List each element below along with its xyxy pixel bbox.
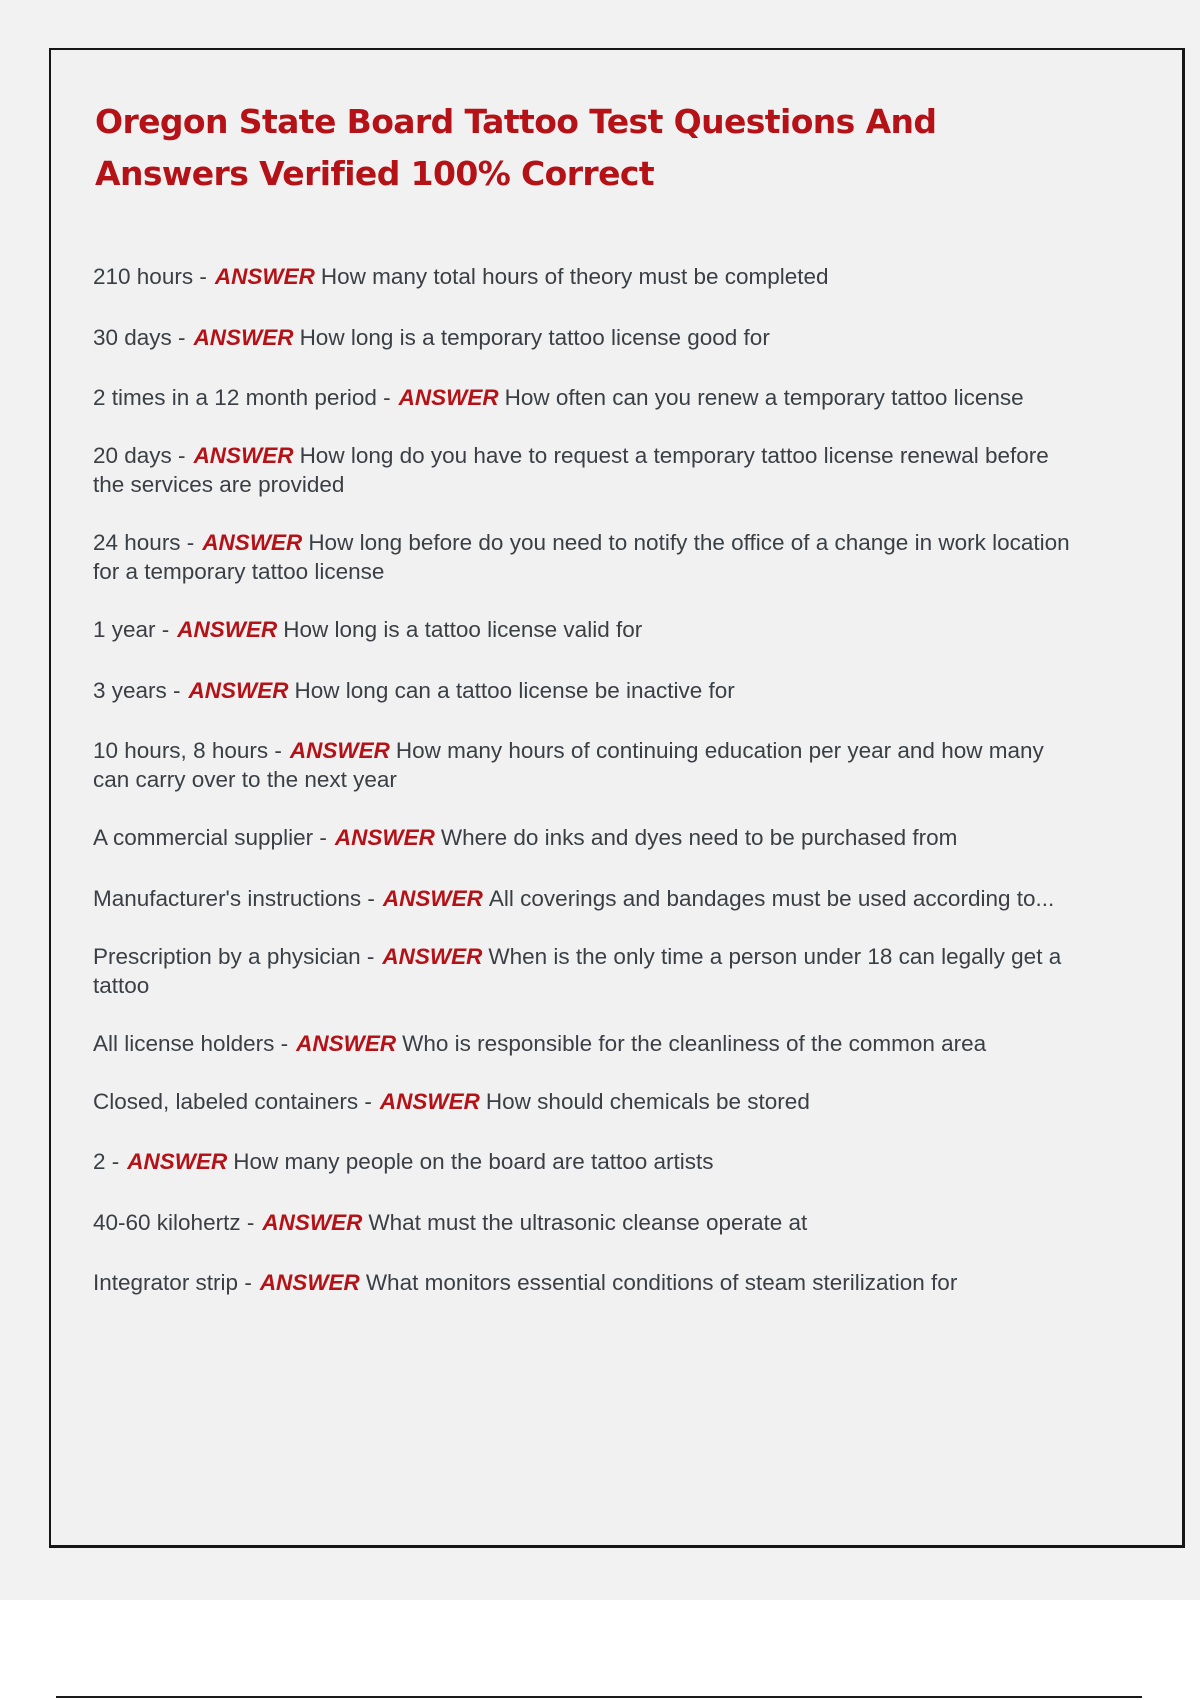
qa-answer: 20 days - <box>93 443 186 468</box>
answer-label: ANSWER <box>262 1209 363 1235</box>
qa-question: How long is a temporary tattoo license good for <box>299 324 770 350</box>
answer-label: ANSWER <box>334 825 435 850</box>
qa-question: Where do inks and dyes need to be purchased from <box>440 825 958 850</box>
qa-item <box>93 1268 1083 1297</box>
qa-item <box>93 1147 1083 1176</box>
qa-answer: 2 times in a 12 month period - <box>93 385 391 410</box>
qa-question: How often can you renew a temporary tattoo license <box>504 385 1024 410</box>
qa-question: Who is responsible for the cleanliness of the common area <box>402 1030 987 1056</box>
qa-question: How many total hours of theory must be completed <box>320 264 829 289</box>
answer-label: ANSWER <box>193 324 294 350</box>
qa-item <box>93 262 1083 291</box>
qa-question: What monitors essential conditions of steam sterilization for <box>365 1270 958 1295</box>
answer-label: ANSWER <box>127 1149 228 1174</box>
qa-question: What must the ultrasonic cleanse operate at <box>368 1209 808 1235</box>
qa-item <box>93 441 1083 499</box>
qa-answer: 1 year - <box>93 617 170 642</box>
qa-question: When is the only time a person under 18 can legally get a tattoo <box>93 943 1062 998</box>
answer-label: ANSWER <box>382 885 483 911</box>
answer-label: ANSWER <box>259 1270 360 1295</box>
qa-answer: Prescription by a physician - <box>93 943 375 969</box>
qa-question: How many people on the board are tattoo artists <box>233 1149 714 1174</box>
qa-answer: Integrator strip - <box>93 1270 252 1295</box>
document-title: Oregon State Board Tattoo Test Questions And Answers Verified 100% Correct <box>95 102 937 193</box>
qa-question: How many hours of continuing education per year and how many can carry over to the next year <box>93 738 1044 792</box>
qa-question: How long is a tattoo license valid for <box>283 617 643 642</box>
qa-item <box>93 676 1083 705</box>
qa-answer: Manufacturer's instructions - <box>93 885 375 911</box>
qa-item <box>93 1208 1083 1237</box>
answer-label: ANSWER <box>202 530 303 555</box>
qa-answer: 2 - <box>93 1149 120 1174</box>
qa-answer: All license holders - <box>93 1030 289 1056</box>
qa-answer: A commercial supplier - <box>93 825 327 850</box>
answer-label: ANSWER <box>289 738 390 763</box>
qa-question: How long before do you need to notify the office of a change in work location for a temporary tattoo license <box>93 530 1070 584</box>
answer-label: ANSWER <box>193 443 294 468</box>
qa-item <box>93 1029 1083 1058</box>
qa-answer: 24 hours - <box>93 530 195 555</box>
qa-answer: 3 years - <box>93 677 181 703</box>
qa-item <box>93 383 1083 412</box>
qa-item <box>93 528 1083 586</box>
answer-label: ANSWER <box>382 943 483 969</box>
answer-label: ANSWER <box>398 385 499 410</box>
qa-answer: Closed, labeled containers - <box>93 1088 372 1114</box>
qa-item <box>93 615 1083 644</box>
qa-item <box>93 323 1083 352</box>
qa-answer: 40-60 kilohertz - <box>93 1209 255 1235</box>
answer-label: ANSWER <box>177 617 278 642</box>
answer-label: ANSWER <box>214 264 315 289</box>
answer-label: ANSWER <box>379 1088 480 1114</box>
qa-item <box>93 823 1083 852</box>
page-divider <box>56 1696 1142 1698</box>
qa-answer: 10 hours, 8 hours - <box>93 738 282 763</box>
qa-item <box>93 884 1083 913</box>
qa-question: How long do you have to request a temporary tattoo license renewal before the services are provided <box>93 443 1049 497</box>
answer-label: ANSWER <box>188 677 289 703</box>
qa-question: All coverings and bandages must be used according to... <box>488 885 1055 911</box>
qa-item <box>93 736 1083 794</box>
answer-label: ANSWER <box>296 1030 397 1056</box>
qa-question: How should chemicals be stored <box>485 1088 810 1114</box>
qa-item <box>93 942 1083 1000</box>
next-page-area <box>0 1600 1200 1700</box>
qa-list <box>93 262 1083 1329</box>
qa-answer: 210 hours - <box>93 264 207 289</box>
qa-item <box>93 1087 1083 1116</box>
qa-answer: 30 days - <box>93 324 186 350</box>
qa-question: How long can a tattoo license be inactive for <box>294 677 735 703</box>
